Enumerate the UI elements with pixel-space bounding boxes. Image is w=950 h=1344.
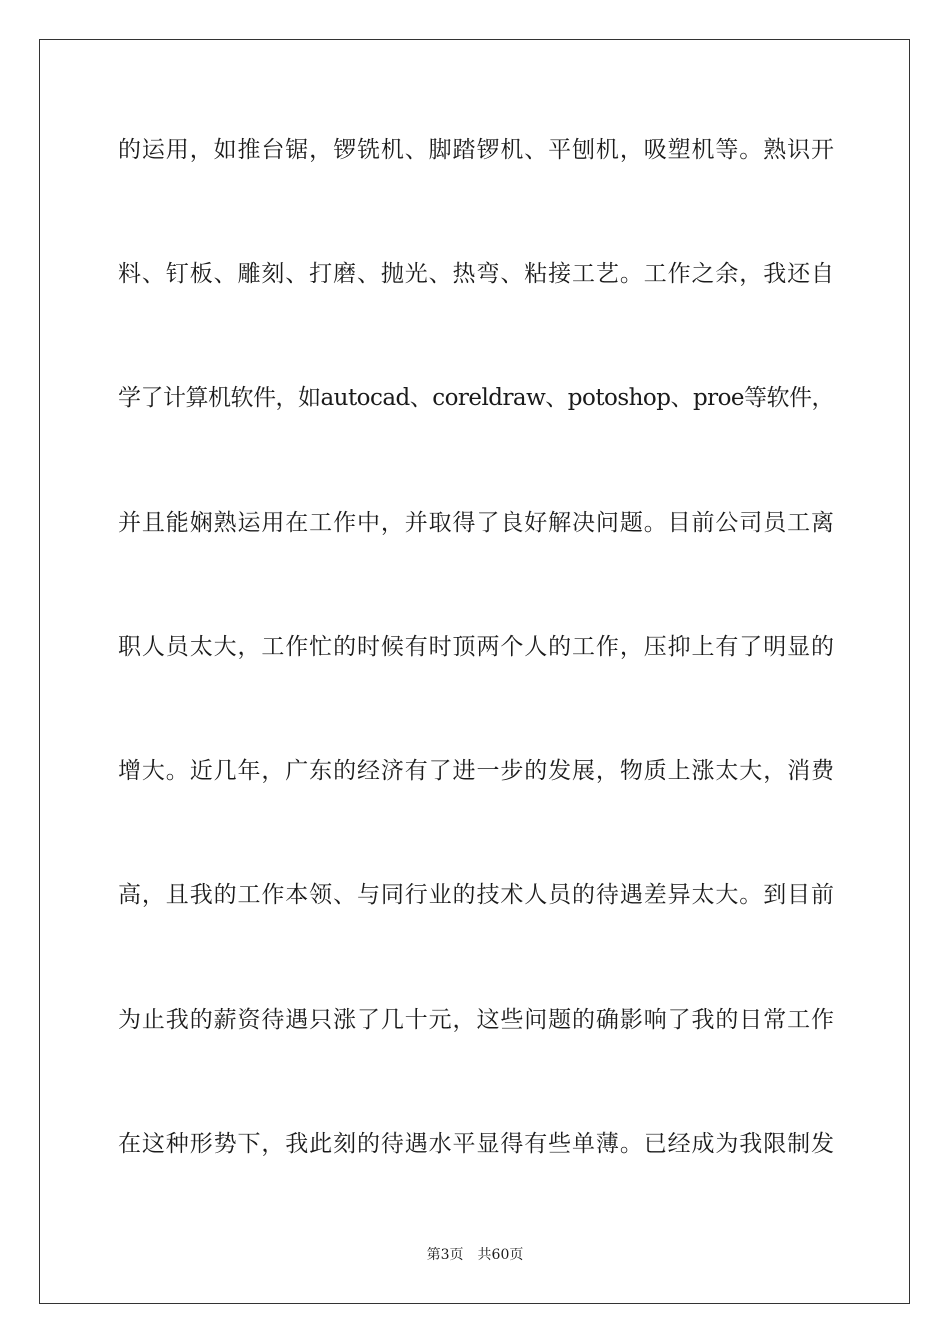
text-line: 职人员太大，工作忙的时候有时顶两个人的工作，压抑上有了明显的 <box>118 634 834 660</box>
text-line: 并且能娴熟运用在工作中，并取得了良好解决问题。目前公司员工离 <box>118 510 834 536</box>
text-line: 为止我的薪资待遇只涨了几十元，这些问题的确影响了我的日常工作 <box>118 1007 834 1033</box>
text-line: 在这种形势下，我此刻的待遇水平显得有些单薄。已经成为我限制发 <box>118 1131 834 1157</box>
text-line: 料、钉板、雕刻、打磨、抛光、热弯、粘接工艺。工作之余，我还自 <box>118 261 834 287</box>
text-line: 的运用，如推台锯，锣铣机、脚踏锣机、平刨机，吸塑机等。熟识开 <box>118 137 834 163</box>
text-line: 增大。近几年，广东的经济有了进一步的发展，物质上涨太大，消费 <box>118 758 834 784</box>
text-line: 学了计算机软件，如autocad、coreldraw、potoshop、proe等软件， <box>118 385 834 411</box>
page-total: 共60页 <box>477 1247 524 1263</box>
page-footer <box>0 1245 950 1265</box>
text-line: 高，且我的工作本领、与同行业的技术人员的待遇差异太大。到目前 <box>118 882 834 908</box>
page-border <box>39 39 910 1304</box>
page-number: 第3页 <box>426 1247 464 1263</box>
